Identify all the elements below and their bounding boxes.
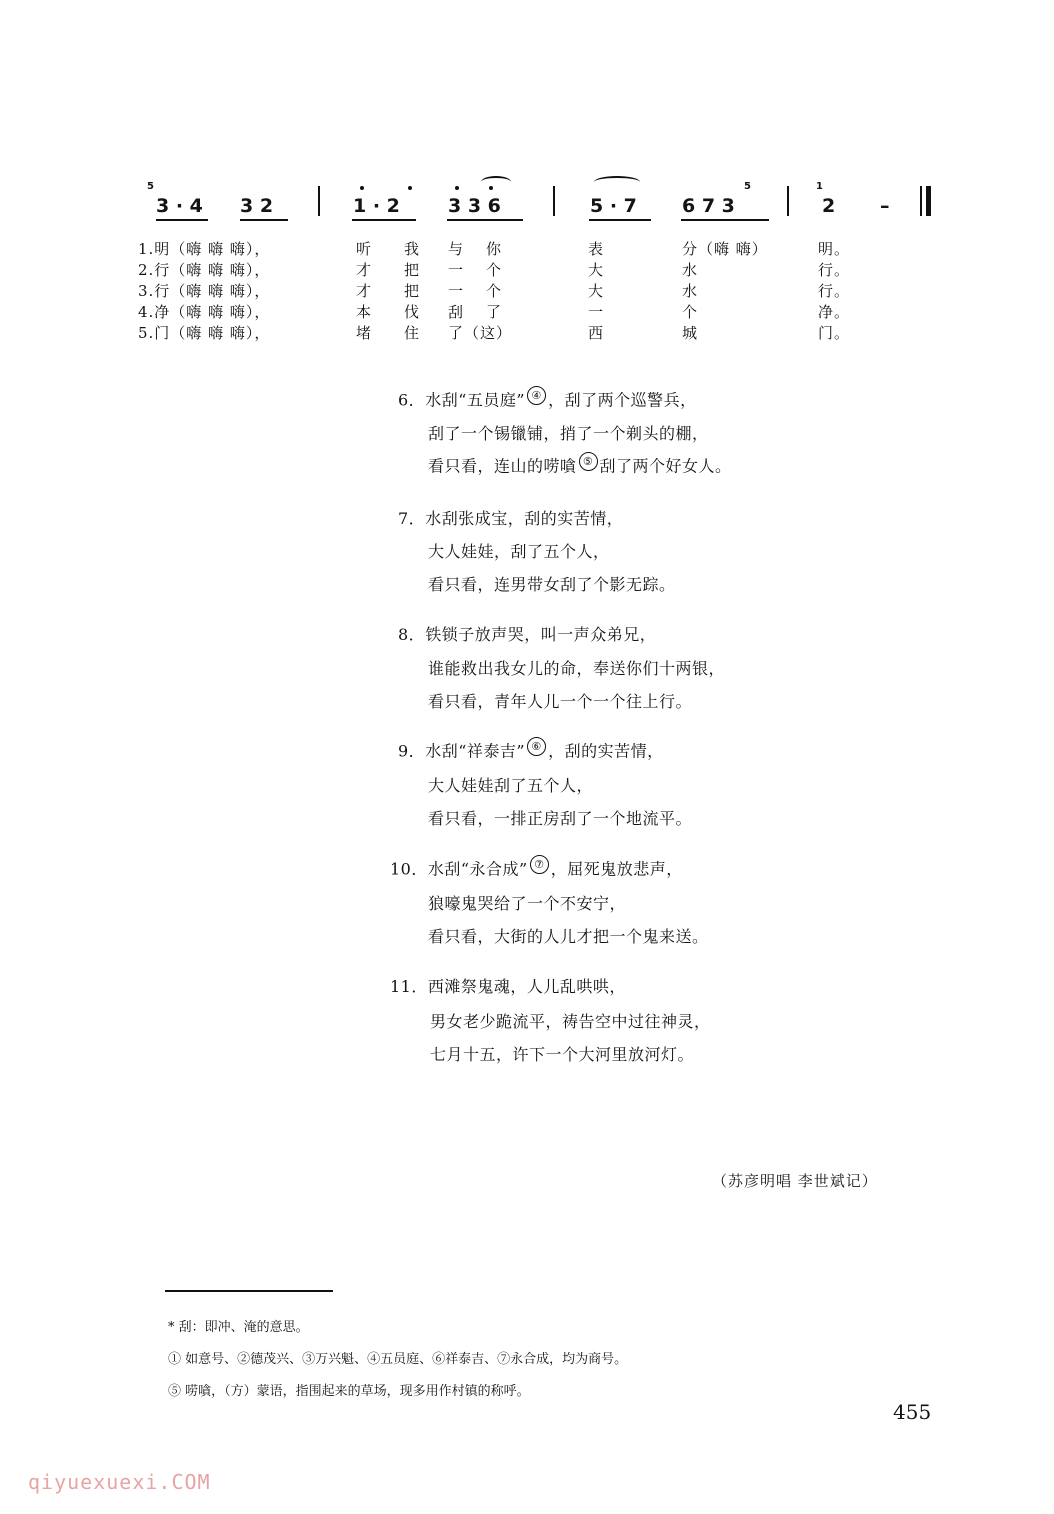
notes-m4b: – (880, 195, 890, 217)
verse-line: 大人娃娃刮了五个人， (428, 776, 594, 795)
lyric-cell: 住 (404, 324, 421, 342)
lyric-cell: 了（这） (448, 324, 513, 342)
barline (318, 186, 320, 216)
verse-text: 水刮“五员庭” (425, 390, 526, 410)
notes-m3a: 5 · 7 (590, 195, 637, 217)
verse-text: 西滩祭鬼魂，人儿乱哄哄， (427, 977, 626, 996)
verse-line (428, 452, 732, 476)
verse-text: 铁锁子放声哭，叫一声众弟兄， (425, 625, 657, 644)
verse-number: 8． (398, 625, 426, 644)
verse-text: 刮了两个好女人。 (599, 456, 732, 476)
verse-line (390, 855, 683, 879)
verse-text: 水刮张成宝，刮的实苦情， (425, 509, 624, 528)
lyric-cell: 水 (682, 261, 699, 279)
lyric-cell: 个 (486, 261, 503, 279)
verse-number: 6． (398, 390, 426, 410)
lyric-cell: 一 (448, 261, 465, 279)
verse-text: ，刮了两个巡警兵， (548, 390, 697, 410)
grace-mark: 1 (816, 181, 823, 192)
verse-line: 谁能救出我女儿的命，奉送你们十两银， (428, 659, 726, 678)
verse-line: 看只看，大街的人儿才把一个鬼来送。 (428, 927, 709, 946)
verse-line: 刮了一个锡镴铺，捎了一个剃头的棚， (428, 424, 709, 443)
final-barline-thick (926, 186, 931, 216)
notes-m3b: 6 7 3 (682, 195, 735, 217)
lyric-cell: 分（嗨 嗨） (682, 240, 768, 258)
slur (481, 176, 511, 188)
footnote: * 刮：即冲、淹的意思。 (168, 1320, 309, 1335)
verse-number: 7． (398, 509, 426, 528)
singer-recorder-credit: （苏彦明唱 李世斌记） (712, 1172, 878, 1190)
lyric-cell: 听 (356, 240, 373, 258)
lyric-cell: 个 (486, 282, 503, 300)
grace-mark: 5 (744, 181, 751, 192)
lyric-cell: 一 (588, 303, 605, 321)
verse-line: 男女老少跪流平，祷告空中过往神灵， (430, 1012, 711, 1031)
lyric-cell: 一 (448, 282, 465, 300)
notes-m1a: 3 · 4 (156, 195, 203, 217)
lyric-cell: 行。 (818, 282, 851, 300)
lyric-cell: 大 (588, 261, 605, 279)
verse-number: 10． (390, 859, 428, 879)
verse-line: 狼嚎鬼哭给了一个不安宁， (428, 894, 627, 913)
page-number: 455 (893, 1400, 932, 1424)
lyric-cell: 大 (588, 282, 605, 300)
watermark: qiyuexuexi.COM (28, 1470, 211, 1494)
lyric-cell: 个 (682, 303, 699, 321)
barline (787, 186, 789, 216)
octave-dot (360, 186, 364, 190)
beam (156, 219, 208, 221)
octave-dot (408, 186, 412, 190)
footnote-mark: ⑦ (530, 855, 549, 874)
verse-line (398, 737, 664, 761)
verse-text: ，刮的实苦情， (548, 741, 664, 761)
lyric-cell: 把 (404, 282, 421, 300)
lyric-cell: 了 (486, 303, 503, 321)
lyric-cell: 明。 (818, 240, 851, 258)
notes-m2b: 3 3 6 (448, 195, 501, 217)
verse-line: 大人娃娃，刮了五个人， (428, 542, 610, 561)
beam (589, 219, 651, 221)
lyric-cell: 刮 (448, 303, 465, 321)
lyric-cell: 1.明（嗨 嗨 嗨）， (138, 240, 271, 258)
verse-line (398, 386, 697, 410)
final-barline-thin (920, 186, 922, 216)
lyric-cell: 2.行（嗨 嗨 嗨）， (138, 261, 271, 279)
notes-m2a: 1 · 2 (353, 195, 400, 217)
lyric-cell: 4.净（嗨 嗨 嗨）， (138, 303, 271, 321)
lyric-cell: 伐 (404, 303, 421, 321)
footnote-mark: ⑤ (579, 452, 598, 471)
lyric-cell: 与 (448, 240, 465, 258)
verse-line (390, 974, 626, 997)
lyric-cell: 表 (588, 240, 605, 258)
footnote: ① 如意号、②德茂兴、③万兴魁、④五员庭、⑥祥泰吉、⑦永合成，均为商号。 (168, 1352, 628, 1367)
notes-m4a: 2 (822, 195, 836, 217)
lyric-cell: 西 (588, 324, 605, 342)
footnote-mark: ④ (527, 386, 546, 405)
verse-line: 看只看，一排正房刮了一个地流平。 (428, 809, 693, 828)
lyric-cell: 门。 (818, 324, 851, 342)
footnote-divider (165, 1290, 333, 1292)
slur (594, 176, 640, 188)
verse-text: 看只看，连山的唠嗿 (428, 456, 577, 476)
lyric-cell: 你 (486, 240, 503, 258)
verse-text: 水刮“永合成” (427, 859, 528, 879)
lyric-cell: 3.行（嗨 嗨 嗨）， (138, 282, 271, 300)
verse-number: 9． (398, 741, 426, 761)
lyric-cell: 堵 (356, 324, 373, 342)
verse-line (398, 622, 656, 645)
beam (352, 219, 416, 221)
verse-line (398, 506, 623, 529)
lyric-cell: 才 (356, 261, 373, 279)
lyric-cell: 行。 (818, 261, 851, 279)
footnote: ⑤ 唠嗿，（方）蒙语，指围起来的草场，现多用作村镇的称呼。 (168, 1384, 530, 1399)
notes-m1b: 3 2 (240, 195, 274, 217)
octave-dot (455, 186, 459, 190)
verse-line: 看只看，青年人儿一个一个往上行。 (428, 692, 693, 711)
verse-text: ，屈死鬼放悲声， (550, 859, 683, 879)
lyric-cell: 5.门（嗨 嗨 嗨）， (138, 324, 271, 342)
verse-text: 水刮“祥泰吉” (425, 741, 526, 761)
lyric-cell: 本 (356, 303, 373, 321)
lyric-cell: 城 (682, 324, 699, 342)
beam (240, 219, 288, 221)
verse-line: 七月十五，许下一个大河里放河灯。 (430, 1045, 695, 1064)
footnote-mark: ⑥ (527, 737, 546, 756)
beam (681, 219, 769, 221)
barline (553, 186, 555, 216)
lyric-cell: 水 (682, 282, 699, 300)
lyric-cell: 我 (404, 240, 421, 258)
lyric-cell: 才 (356, 282, 373, 300)
lyric-cell: 净。 (818, 303, 851, 321)
verse-number: 11． (390, 977, 428, 996)
grace-mark: 5 (147, 181, 154, 192)
verse-line: 看只看，连男带女刮了个影无踪。 (428, 575, 676, 594)
beam (447, 219, 523, 221)
lyric-cell: 把 (404, 261, 421, 279)
